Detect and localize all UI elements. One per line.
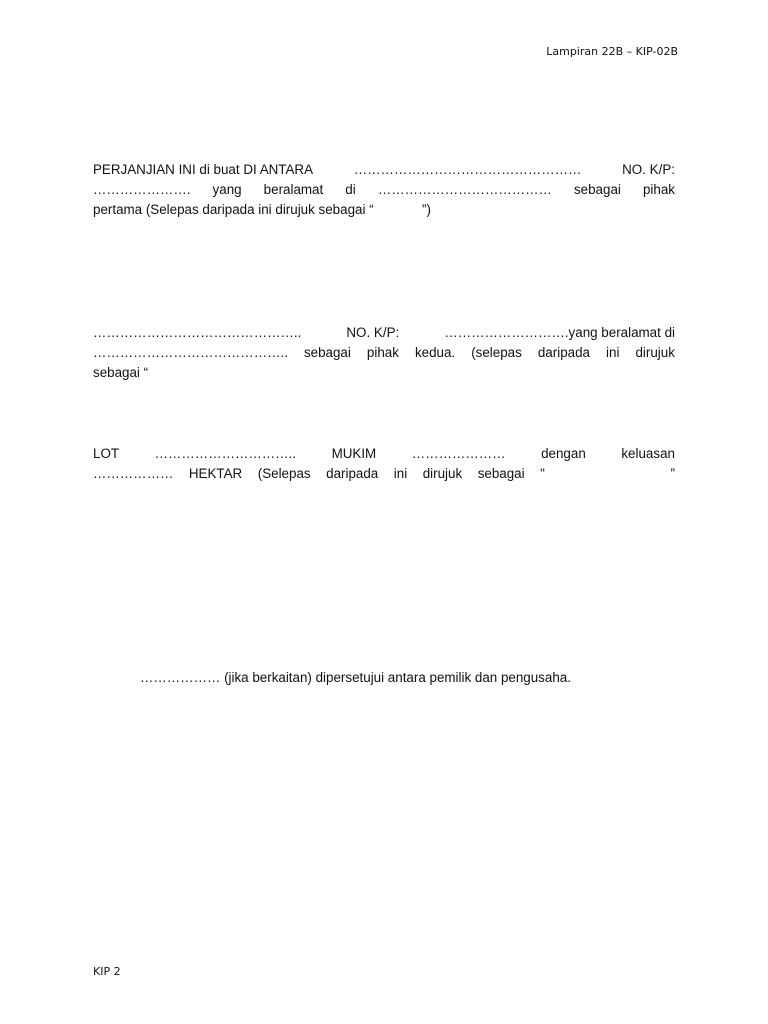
- mukim-label: MUKIM: [331, 446, 377, 461]
- area-blank: ………………: [93, 466, 174, 481]
- word: (selepas: [471, 345, 522, 360]
- second-party-address-blank: ……………………………………..: [93, 345, 288, 360]
- word: beralamat: [263, 182, 324, 197]
- area-label: keluasan: [621, 446, 675, 461]
- word: sebagai: [303, 345, 351, 360]
- footer-label: KIP 2: [93, 965, 121, 978]
- open-quote: ": [540, 466, 545, 481]
- document-reference: Lampiran 22B – KIP-02B: [546, 45, 678, 58]
- first-party-line-3: pertama (Selepas daripada ini dirujuk sebagai “ ”): [93, 202, 431, 217]
- first-party-ic-label: NO. K/P:: [622, 162, 675, 177]
- second-party-paragraph: [93, 323, 675, 383]
- word: dengan: [541, 446, 586, 461]
- first-party-address-blank: …………………………………: [377, 182, 552, 197]
- word: kedua.: [414, 345, 456, 360]
- second-party-ic-blank: ……………………….yang beralamat di: [444, 325, 675, 340]
- first-party-name-blank: ……………………………………………: [353, 162, 582, 177]
- lot-blank: …………………………..: [154, 446, 296, 461]
- word: (Selepas: [257, 466, 311, 481]
- word: sebagai: [477, 466, 525, 481]
- word: pihak: [366, 345, 399, 360]
- second-party-line-2: [93, 343, 675, 363]
- mukim-blank: …………………: [411, 446, 506, 461]
- land-line-1: [93, 444, 675, 464]
- word: pihak: [642, 182, 675, 197]
- word: sebagai: [573, 182, 621, 197]
- first-party-line-1: [93, 160, 675, 180]
- second-party-ic-label: NO. K/P:: [346, 325, 400, 340]
- word: dirujuk: [635, 345, 675, 360]
- word: daripada: [537, 345, 590, 360]
- close-quote: ”: [670, 466, 675, 481]
- word: ini: [393, 466, 408, 481]
- first-party-line-2: [93, 180, 675, 200]
- word: yang: [212, 182, 242, 197]
- first-party-ic-blank: ………………….: [93, 182, 191, 197]
- agreement-intro: PERJANJIAN INI di buat DI ANTARA: [93, 162, 314, 177]
- word: daripada: [326, 466, 379, 481]
- agreement-clause: ……………… (jika berkaitan) dipersetujui antara pemilik dan pengusaha.: [140, 670, 571, 685]
- second-party-name-blank: ………………………………………..: [93, 325, 302, 340]
- second-party-line-1: [93, 323, 675, 343]
- word: di: [345, 182, 356, 197]
- second-party-line-3: sebagai “: [93, 365, 149, 380]
- lot-label: LOT: [93, 446, 120, 461]
- word: dirujuk: [422, 466, 463, 481]
- land-line-2: [93, 464, 675, 484]
- word: ini: [606, 345, 620, 360]
- hectare-label: HEKTAR: [188, 466, 243, 481]
- land-paragraph: [93, 444, 675, 484]
- first-party-paragraph: [93, 160, 675, 220]
